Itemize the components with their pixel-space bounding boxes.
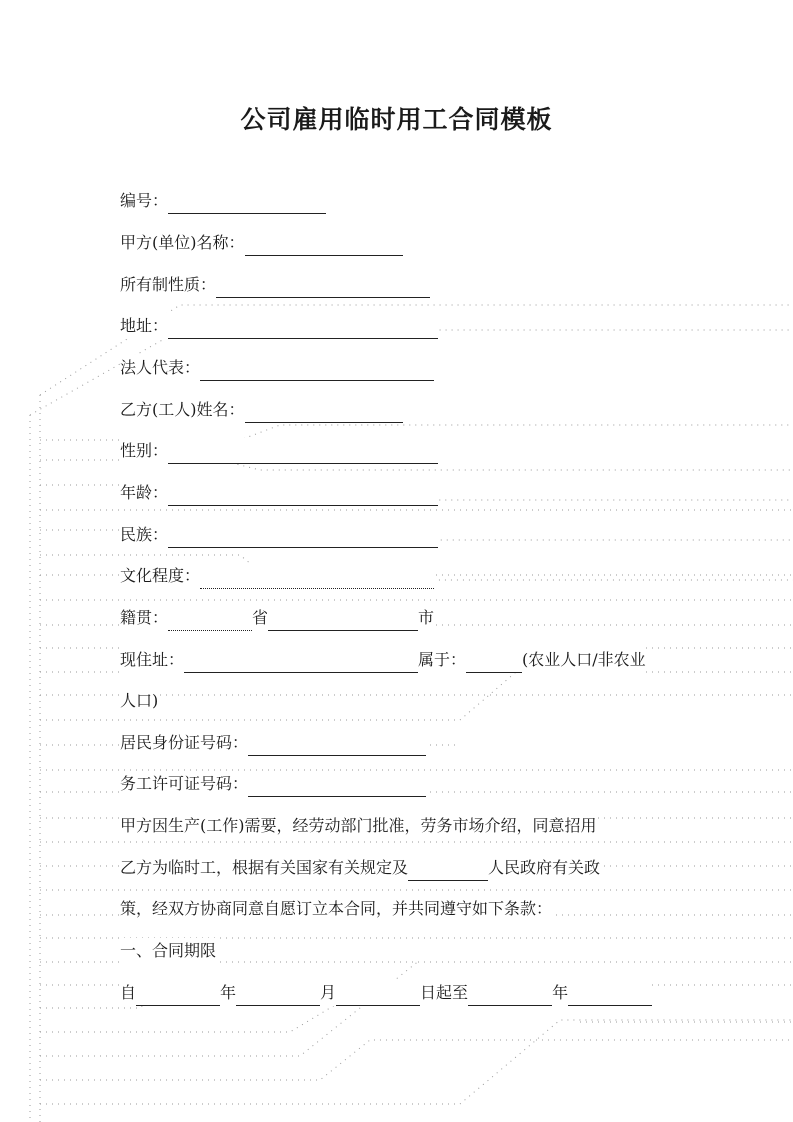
label-party-b-name: 乙方(工人)姓名：	[120, 400, 245, 419]
label-ethnicity: 民族：	[120, 525, 169, 544]
label-year-2: 年	[552, 983, 569, 1002]
label-household-type-a: (农业人口/非农业	[522, 650, 646, 669]
field-native-place	[120, 605, 434, 631]
blank-start-year[interactable]	[136, 987, 220, 1006]
paragraph-text-1: 甲方因生产(工作)需要，经劳动部门批准，劳务市场介绍，同意招用	[120, 816, 597, 835]
blank-resident-id[interactable]	[248, 737, 426, 756]
field-resident-id	[120, 730, 426, 756]
label-day-to: 日起至	[420, 983, 469, 1002]
label-native-place: 籍贯：	[120, 608, 169, 627]
field-gender	[120, 438, 438, 464]
blank-party-a-name[interactable]	[245, 237, 403, 256]
paragraph-line-3	[120, 896, 552, 922]
blank-start-day[interactable]	[336, 987, 420, 1006]
label-current-address: 现住址：	[120, 650, 185, 669]
blank-end-month[interactable]	[568, 987, 652, 1006]
document-title: 公司雇用临时用工合同模板	[240, 105, 553, 134]
paragraph-line-1	[120, 813, 597, 839]
label-legal-rep: 法人代表：	[120, 358, 201, 377]
field-education	[120, 563, 434, 589]
paragraph-text-2b: 人民政府有关政	[488, 858, 601, 877]
blank-household-type[interactable]	[466, 654, 522, 673]
label-address: 地址：	[120, 316, 169, 335]
blank-ethnicity[interactable]	[168, 529, 438, 548]
blank-work-permit[interactable]	[248, 778, 426, 797]
field-current-address	[120, 647, 646, 673]
field-party-a-name	[120, 230, 403, 256]
label-number: 编号：	[120, 191, 169, 210]
field-work-permit	[120, 771, 426, 797]
blank-native-city[interactable]	[268, 612, 418, 631]
blank-number[interactable]	[168, 195, 326, 214]
field-ownership	[120, 272, 430, 298]
blank-party-b-name[interactable]	[245, 404, 403, 423]
field-address	[120, 313, 438, 339]
blank-start-month[interactable]	[236, 987, 320, 1006]
label-gender: 性别：	[120, 441, 169, 460]
blank-government[interactable]	[408, 862, 488, 881]
label-year: 年	[220, 983, 237, 1002]
label-month: 月	[320, 983, 337, 1002]
paragraph-text-3: 策，经双方协商同意自愿订立本合同，并共同遵守如下条款：	[120, 899, 553, 918]
blank-current-address[interactable]	[184, 654, 418, 673]
field-number	[120, 188, 326, 214]
field-legal-rep	[120, 355, 434, 381]
label-city: 市	[418, 608, 435, 627]
section-heading-contract-term	[120, 938, 216, 964]
blank-native-province[interactable]	[168, 612, 252, 631]
label-age: 年龄：	[120, 483, 169, 502]
contract-term-line	[120, 980, 652, 1006]
label-work-permit: 务工许可证号码：	[120, 774, 249, 793]
paragraph-line-2	[120, 855, 600, 881]
section-heading-text: 一、合同期限	[120, 941, 217, 960]
field-ethnicity	[120, 522, 438, 548]
label-ownership: 所有制性质：	[120, 275, 217, 294]
label-resident-id: 居民身份证号码：	[120, 733, 249, 752]
blank-age[interactable]	[168, 487, 438, 506]
label-belongs-to: 属于：	[418, 650, 467, 669]
field-age	[120, 480, 438, 506]
blank-end-year[interactable]	[468, 987, 552, 1006]
blank-education[interactable]	[200, 570, 434, 589]
field-household-type-cont	[120, 688, 158, 714]
label-party-a-name: 甲方(单位)名称：	[120, 233, 245, 252]
label-province: 省	[252, 608, 269, 627]
field-party-b-name	[120, 397, 403, 423]
paragraph-text-2a: 乙方为临时工，根据有关国家有关规定及	[120, 858, 409, 877]
blank-gender[interactable]	[168, 445, 438, 464]
blank-address[interactable]	[168, 320, 438, 339]
blank-legal-rep[interactable]	[200, 362, 434, 381]
label-household-type-b: 人口)	[120, 691, 159, 710]
label-education: 文化程度：	[120, 566, 201, 585]
blank-ownership[interactable]	[216, 279, 430, 298]
label-from: 自	[120, 983, 137, 1002]
